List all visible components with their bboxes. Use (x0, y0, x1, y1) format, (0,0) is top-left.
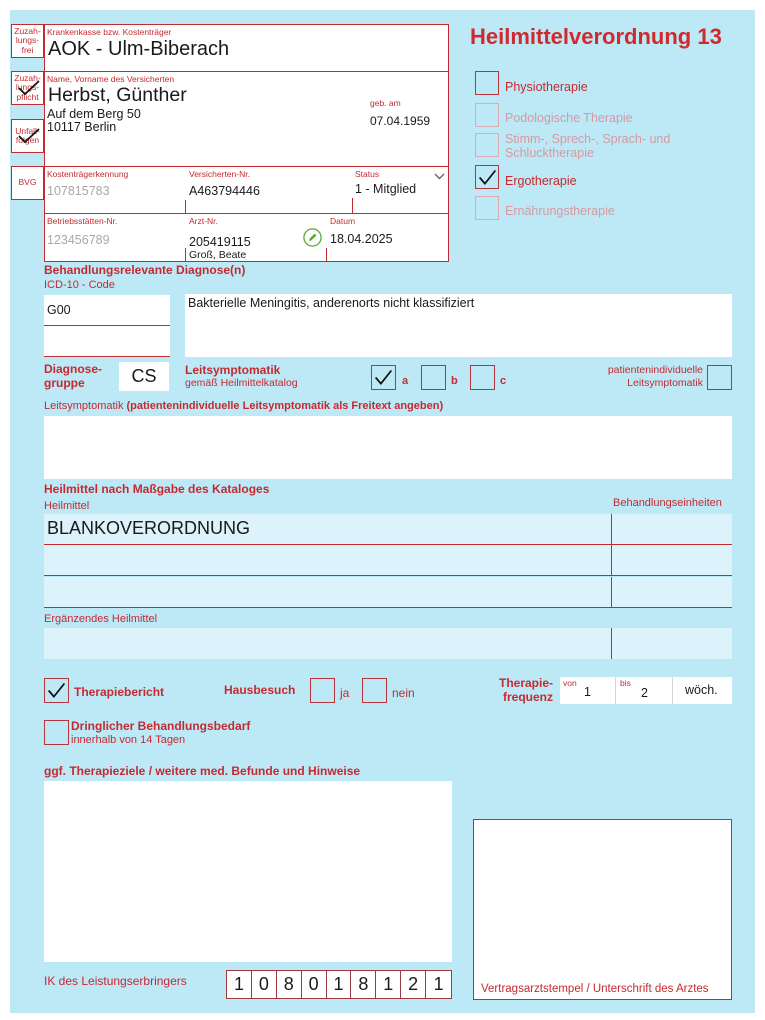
flag-label: Zuzah- lungs- frei (14, 25, 41, 55)
ergotherapie-label: Ergotherapie (505, 174, 577, 188)
checkmark-icon (17, 127, 41, 145)
frequency-box (560, 677, 732, 704)
remedy-row (44, 514, 732, 545)
patient-street[interactable]: Auf dem Berg 50 (47, 107, 141, 121)
pencil-icon[interactable] (303, 228, 322, 247)
icd-code-field-2[interactable] (44, 326, 170, 357)
leitsymptomatik-b-label: b (451, 375, 458, 387)
status-select[interactable]: 1 - Mitglied (355, 182, 417, 196)
patient-info-box (44, 24, 449, 262)
stimmtherapie-label: Stimm-, Sprech-, Sprach- und Schlucktherapie (505, 132, 671, 160)
divider (45, 213, 448, 214)
supplementary-label: Ergänzendes Heilmittel (44, 613, 158, 625)
flag-zuzahlungspflicht-checkbox[interactable] (11, 71, 44, 105)
frequency-label: Therapie- frequenz (498, 676, 553, 704)
checkmark-icon (477, 167, 498, 188)
physiotherapie-checkbox[interactable] (475, 71, 499, 95)
icd-code-field-1[interactable]: G00 (44, 295, 170, 326)
divider (185, 200, 186, 213)
date-field[interactable]: 18.04.2025 (330, 232, 393, 246)
flag-label: BVG (18, 177, 37, 188)
ik-digit[interactable]: 8 (277, 971, 302, 998)
patient-name-label: Name, Vorname des Versicherten (47, 74, 175, 84)
ik-digit[interactable]: 1 (433, 974, 444, 994)
hausbesuch-ja-label: ja (340, 686, 350, 700)
dob-label: geb. am (370, 98, 401, 108)
remedy-units-field[interactable] (612, 545, 732, 575)
flag-bvg-checkbox[interactable] (11, 166, 44, 200)
therapiebericht-checkbox[interactable] (44, 678, 69, 703)
ik-digit[interactable]: 1 (327, 971, 352, 998)
ernaehrungstherapie-label: Ernährungstherapie (505, 204, 615, 218)
insured-no-label: Versicherten-Nr. (189, 169, 250, 179)
frequency-from-cell[interactable] (560, 677, 616, 704)
supplementary-row (44, 628, 732, 659)
hausbesuch-nein-checkbox[interactable] (362, 678, 387, 703)
divider (45, 71, 448, 72)
hausbesuch-label: Hausbesuch (224, 683, 296, 697)
insurer-field[interactable]: AOK - Ulm-Biberach (48, 38, 230, 60)
remedy-name-field[interactable]: BLANKOVERORDNUNG (44, 514, 612, 544)
freetext-hint: (patientenindividuelle Leitsymptomatik als Freitext angeben) (126, 400, 444, 412)
site-no-field[interactable]: 123456789 (47, 233, 110, 247)
remedy-units-field[interactable] (612, 577, 732, 607)
checkmark-icon (373, 367, 394, 388)
doctor-name: Groß, Beate (189, 249, 247, 261)
frequency-to-field[interactable]: 2 (641, 686, 648, 700)
leitsymptomatik-a-checkbox[interactable] (371, 365, 396, 390)
freetext-label-main: Leitsymptomatik (44, 400, 124, 412)
units-column-label: Behandlungseinheiten (613, 497, 722, 509)
ergotherapie-checkbox[interactable] (475, 165, 499, 189)
frequency-to-label: bis (620, 678, 631, 688)
ernaehrungstherapie-checkbox[interactable] (475, 196, 499, 220)
doctor-no-field[interactable]: 205419115 (189, 235, 251, 249)
flag-zuzahlungsfrei-checkbox[interactable] (11, 24, 44, 58)
form-title: Heilmittelverordnung 13 (470, 24, 722, 49)
ik-digit[interactable]: 0 (302, 971, 327, 998)
leitsymptomatik-b-checkbox[interactable] (421, 365, 446, 390)
doctor-stamp-box (473, 819, 732, 1000)
frequency-from-label: von (563, 678, 577, 688)
ik-digit[interactable]: 1 (227, 971, 252, 998)
notes-field[interactable] (44, 781, 452, 962)
insurer-id-label: Kostenträgerkennung (47, 169, 129, 179)
ik-digit[interactable]: 1 (376, 971, 401, 998)
checkmark-icon (46, 680, 67, 701)
insured-no-field[interactable]: A463794446 (189, 184, 260, 198)
divider (352, 198, 353, 213)
patient-name-field[interactable]: Herbst, Günther (48, 84, 187, 106)
divider (326, 248, 327, 262)
divider (45, 166, 448, 167)
dob-field[interactable]: 07.04.1959 (370, 114, 431, 128)
leitsymptomatik-c-checkbox[interactable] (470, 365, 495, 390)
insurer-id-field[interactable]: 107815783 (47, 184, 110, 198)
leitsymptomatik-label: Leitsymptomatik (185, 363, 281, 377)
flag-label: Zuzah- lungs- pflicht (14, 72, 41, 102)
notes-label: ggf. Therapieziele / weitere med. Befunde und Hinweise (44, 764, 361, 778)
physiotherapie-label: Physiotherapie (505, 80, 588, 94)
diagnosis-description-field[interactable]: Bakterielle Meningitis, anderenorts nicht klassifiziert (185, 294, 732, 357)
dringlich-checkbox[interactable] (44, 720, 69, 745)
patient-city[interactable]: 10117 Berlin (47, 120, 117, 134)
chevron-down-icon[interactable] (434, 173, 445, 180)
podologie-checkbox[interactable] (475, 103, 499, 127)
leitsymptomatik-sub: gemäß Heilmittelkatalog (185, 377, 298, 389)
remedy-name-field[interactable] (44, 577, 612, 607)
frequency-to-cell[interactable] (616, 677, 673, 704)
ik-digit[interactable]: 0 (252, 971, 277, 998)
icd-label: ICD-10 - Code (44, 279, 115, 291)
site-no-label: Betriebsstätten-Nr. (47, 216, 118, 226)
flag-unfallfolgen-checkbox[interactable] (11, 119, 44, 153)
hausbesuch-nein-label: nein (392, 686, 415, 700)
freetext-field[interactable] (44, 416, 732, 479)
stimmtherapie-checkbox[interactable] (475, 133, 499, 157)
divider (185, 248, 186, 262)
remedy-row (44, 545, 732, 576)
leitsymptomatik-a-label: a (402, 375, 409, 387)
therapiebericht-label: Therapiebericht (74, 685, 165, 699)
ik-label: IK des Leistungserbringers (44, 974, 187, 988)
flag-label: Unfall- folgen (15, 125, 40, 145)
supplementary-units-field[interactable] (612, 628, 732, 659)
remedy-units-field[interactable] (612, 514, 732, 544)
ik-digit[interactable]: 2 (401, 971, 426, 998)
remedy-name-field[interactable] (44, 545, 612, 575)
individual-leitsymptomatik-checkbox[interactable] (707, 365, 732, 390)
freetext-label (44, 400, 443, 412)
hausbesuch-ja-checkbox[interactable] (310, 678, 335, 703)
frequency-unit[interactable]: wöch. (685, 683, 718, 697)
leitsymptomatik-c-label: c (500, 375, 507, 387)
dringlich-label: Dringlicher Behandlungsbedarf (71, 719, 251, 733)
diagnosis-group-label: Diagnose- gruppe (44, 362, 103, 390)
doctor-no-label: Arzt-Nr. (189, 216, 218, 226)
frequency-from-field[interactable]: 1 (584, 685, 591, 699)
remedy-column-label: Heilmittel (44, 500, 90, 512)
dringlich-sub: innerhalb von 14 Tagen (71, 734, 186, 746)
individual-leitsymptomatik-label: patientenindividuelle Leitsymptomatik (607, 364, 703, 389)
remedies-heading: Heilmittel nach Maßgabe des Kataloges (44, 482, 270, 496)
podologie-label: Podologische Therapie (505, 111, 633, 125)
diagnosis-heading: Behandlungsrelevante Diagnose(n) (44, 263, 246, 277)
stamp-label: Vertragsarztstempel / Unterschrift des Arztes (481, 983, 709, 995)
insurer-label: Krankenkasse bzw. Kostenträger (47, 27, 172, 37)
date-label: Datum (330, 216, 356, 226)
supplementary-name-field[interactable] (44, 628, 612, 659)
status-label: Status (355, 169, 380, 179)
ik-digit[interactable]: 8 (351, 971, 376, 998)
diagnosis-group-field[interactable]: CS (119, 362, 169, 391)
checkmark-icon (17, 79, 41, 97)
ik-digits[interactable] (226, 970, 452, 999)
remedy-row (44, 577, 732, 608)
